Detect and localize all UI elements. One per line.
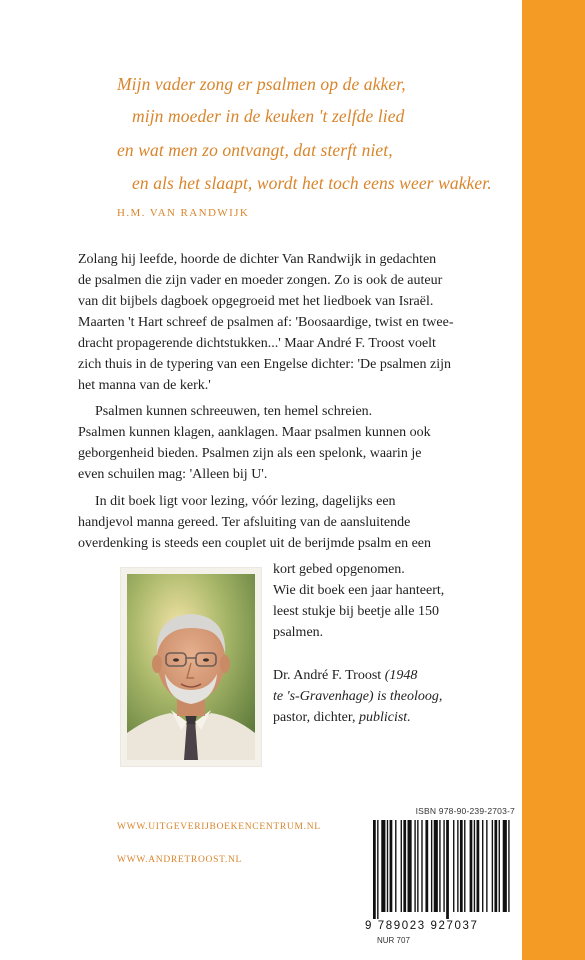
- blurb-line: In dit boek ligt voor lezing, vóór lezing, dagelijks een: [95, 494, 396, 509]
- bio-line: [273, 710, 411, 726]
- blurb-line: kort gebed opgenomen.: [273, 562, 405, 577]
- barcode-bar: [408, 820, 412, 912]
- barcode-digits: 9 789023 927037: [365, 920, 479, 932]
- bio-author-name: Dr. André F. Troost: [273, 668, 382, 683]
- barcode-bars: [371, 820, 511, 919]
- barcode-bar: [477, 820, 480, 912]
- nur-code: NUR 707: [377, 936, 410, 945]
- barcode-bar: [414, 820, 415, 912]
- bio-text: (1948: [384, 668, 418, 683]
- isbn-text: ISBN 978-90-239-2703-7: [415, 806, 515, 816]
- barcode-bar: [508, 820, 509, 912]
- barcode-bar: [492, 820, 493, 912]
- poem-line: mijn moeder in de keuken 't zelfde lied: [132, 106, 405, 126]
- barcode-bar: [464, 820, 465, 912]
- barcode-bar: [401, 820, 402, 912]
- barcode-bar: [457, 820, 458, 912]
- blurb-line: leest stukje bij beetje alle 150: [273, 604, 440, 619]
- barcode-bar: [499, 820, 500, 912]
- blurb-line: handjevol manna gereed. Ter afsluiting van de aansluitende: [78, 515, 411, 530]
- blurb-line: Wie dit boek een jaar hanteert,: [273, 583, 445, 598]
- poem-line: Mijn vader zong er psalmen op de akker,: [117, 74, 406, 94]
- barcode-bar: [443, 820, 444, 912]
- barcode-bar: [439, 820, 440, 912]
- blurb-line: even schuilen mag: 'Alleen bij U'.: [78, 467, 268, 482]
- author-portrait-illustration: [121, 568, 261, 766]
- poem-line: en als het slaapt, wordt het toch eens weer wakker.: [132, 173, 492, 193]
- bio-line: [273, 689, 442, 705]
- blurb-line: Zolang hij leefde, hoorde de dichter Van Randwijk in gedachten: [78, 252, 437, 267]
- barcode-bar: [434, 820, 438, 912]
- blurb-line: Maarten 't Hart schreef de psalmen af: 'Boosaardige, twist en twee-: [78, 315, 454, 330]
- barcode-bar: [470, 820, 473, 912]
- barcode-bar: [387, 820, 388, 912]
- barcode-bar: [482, 820, 483, 912]
- barcode-bar: [421, 820, 422, 912]
- author-photo: [121, 568, 261, 766]
- barcode-bar: [377, 820, 378, 919]
- barcode-bar: [381, 820, 385, 912]
- barcode-bar: [474, 820, 475, 912]
- author-website-link[interactable]: WWW.ANDRETROOST.NL: [117, 855, 243, 865]
- blurb-line: Psalmen kunnen klagen, aanklagen. Maar psalmen kunnen ook: [78, 425, 431, 440]
- barcode-bar: [417, 820, 418, 912]
- bio-text: publicist.: [358, 710, 411, 725]
- blurb-line: geborgenheid bieden. Psalmen zijn als een spelonk, waarin je: [78, 446, 422, 461]
- barcode-bar: [446, 820, 449, 919]
- bio-line: [273, 668, 417, 684]
- barcode-bar: [403, 820, 406, 912]
- barcode-bar: [486, 820, 487, 912]
- barcode-bar: [453, 820, 454, 912]
- barcode-bar: [431, 820, 432, 912]
- barcode-bar: [395, 820, 396, 912]
- blurb-line: dracht propagerende dichtstukken...' Maar André F. Troost voelt: [78, 336, 436, 351]
- orange-spine-strip: [522, 0, 585, 960]
- barcode-bar: [460, 820, 463, 912]
- barcode-bar: [390, 820, 393, 912]
- blurb-line: overdenking is steeds een couplet uit de berijmde psalm en een: [78, 536, 432, 551]
- barcode-bar: [425, 820, 428, 912]
- bio-text: pastor, dichter,: [273, 710, 356, 725]
- blurb-line: het manna van de kerk.': [78, 378, 211, 393]
- poem-line: en wat men zo ontvangt, dat sterft niet,: [117, 140, 393, 160]
- blurb-line: Psalmen kunnen schreeuwen, ten hemel schreien.: [95, 404, 373, 419]
- poem-author: H.M. VAN RANDWIJK: [117, 207, 250, 219]
- bio-text: is theoloog,: [377, 689, 443, 704]
- barcode-bar: [494, 820, 497, 912]
- barcode-bar: [503, 820, 507, 912]
- barcode-bar: [373, 820, 376, 919]
- blurb-line: van dit bijbels dagboek opgegroeid met het liedboek van Israël.: [78, 294, 434, 309]
- blurb-line: zich thuis in de typering van een Engelse dichter: 'De psalmen zijn: [78, 357, 452, 372]
- barcode-block: [365, 806, 515, 948]
- publisher-website-link[interactable]: WWW.UITGEVERIJBOEKENCENTRUM.NL: [117, 822, 321, 832]
- blurb-line: psalmen.: [273, 625, 324, 640]
- blurb-line: de psalmen die zijn vader en moeder zongen. Zo is ook de auteur: [78, 273, 443, 288]
- bio-text: te 's-Gravenhage): [273, 689, 374, 704]
